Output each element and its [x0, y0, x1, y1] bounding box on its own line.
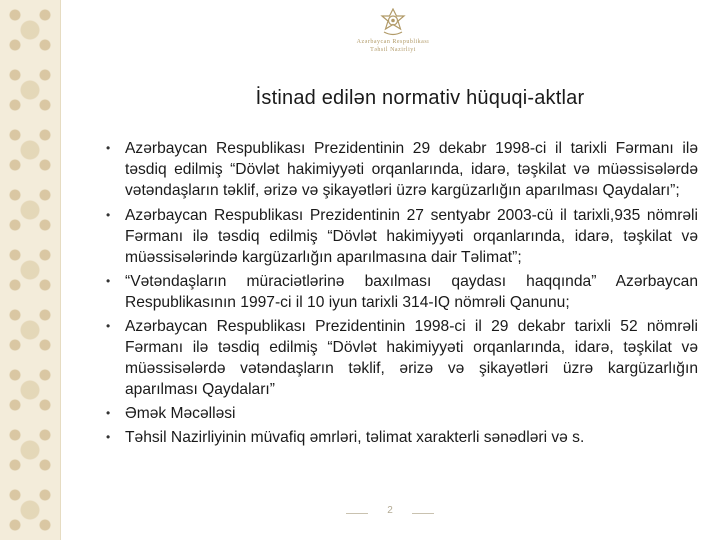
list-item: [86, 205, 698, 268]
list-item: [86, 316, 698, 400]
footer-divider-left: [346, 513, 368, 514]
bullet-icon: •: [106, 406, 111, 420]
slide-footer: [330, 505, 450, 521]
list-item-text: Təhsil Nazirliyinin müvafiq əmrləri, təlimat xarakterli sənədləri və s.: [125, 429, 585, 446]
list-item-text: “Vətəndaşların müraciətlərinə baxılması qaydası haqqında” Azərbaycan Respublikasının 1997-ci il 10 iyun tarixli 314-IQ nömrəli Qanunu;: [125, 273, 698, 311]
list-item-text: Azərbaycan Respublikası Prezidentinin 1998-ci il 29 dekabr tarixli 52 nömrəli Fərmanı ilə təsdiq edilmiş “Dövlət hakimiyyəti orqanlarında, idarə, təşkilat və müəssisələrdə vətəndaşların təklif, ərizə və şikayətləri üzrə kargüzarlığın aparılması Qaydaları”: [125, 318, 698, 398]
bullet-icon: •: [106, 319, 111, 333]
bullet-list: [86, 138, 698, 448]
list-item: [86, 271, 698, 313]
emblem-icon: [378, 8, 408, 38]
page-number: 2: [387, 505, 393, 516]
list-item-text: Əmək Məcəlləsi: [125, 405, 236, 422]
bullet-icon: •: [106, 208, 111, 222]
ministry-logo: [343, 8, 443, 54]
bullet-icon: •: [106, 141, 111, 155]
list-item: [86, 403, 698, 424]
bullet-icon: •: [106, 430, 111, 444]
list-item-text: Azərbaycan Respublikası Prezidentinin 27 sentyabr 2003-cü il tarixli,935 nömrəli Fərmanı ilə təsdiq edilmiş “Dövlət hakimiyyəti orqanlarında, idarə, təşkilat və müəssisələrində kargüzarlığın aparılmasına dair Təlimat”;: [125, 207, 698, 266]
footer-divider-right: [412, 513, 434, 514]
list-item-text: Azərbaycan Respublikası Prezidentinin 29 dekabr 1998-ci il tarixli Fərmanı ilə təsdiq edilmiş “Dövlət hakimiyyəti orqanlarında, idarə, təşkilat və müəssisələrdə vətəndaşların təklif, ərizə və şikayətləri üzrə kargüzarlığın aparılması Qaydaları”;: [125, 140, 698, 199]
decorative-ornament-border: [0, 0, 61, 540]
logo-text-line2: Təhsil Nazirliyi: [370, 47, 416, 53]
list-item: [86, 138, 698, 201]
slide-title: İstinad edilən normativ hüquqi-aktlar: [255, 87, 585, 109]
bullet-icon: •: [106, 274, 111, 288]
list-item: [86, 427, 698, 448]
logo-text-line1: Azərbaycan Respublikası: [356, 39, 430, 45]
